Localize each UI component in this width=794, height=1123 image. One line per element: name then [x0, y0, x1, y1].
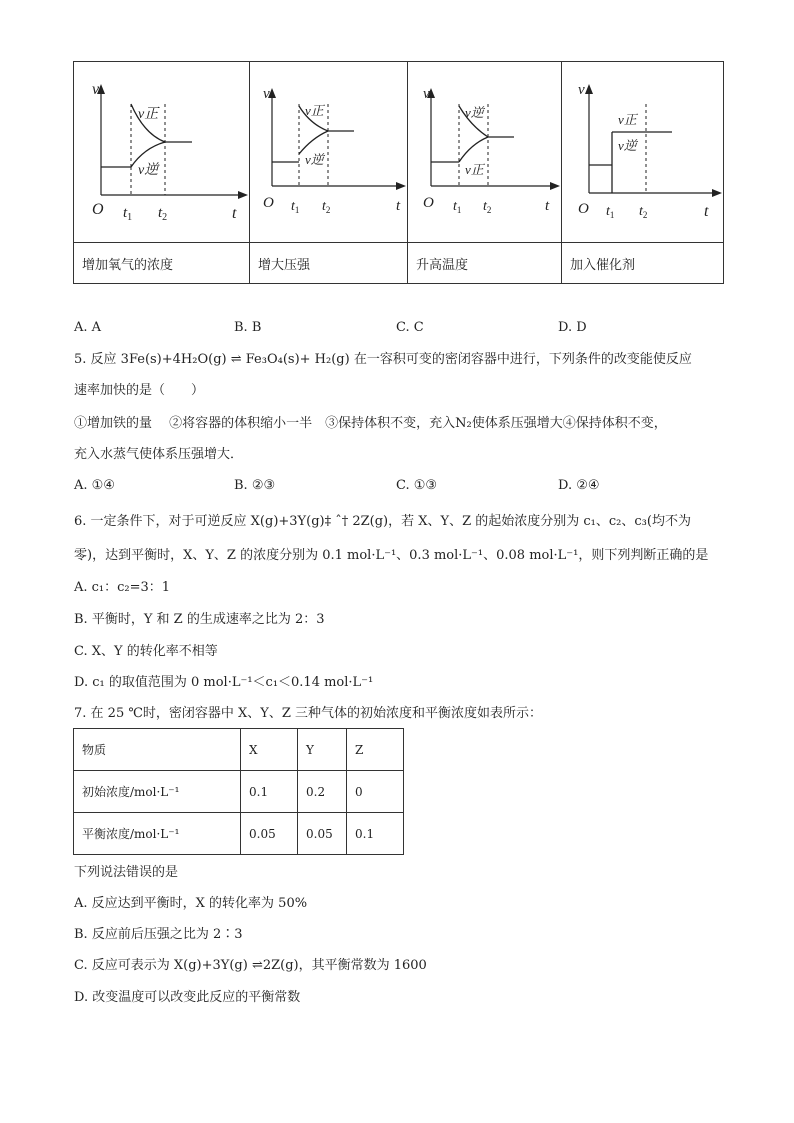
- q5-items-line-2: 充入水蒸气使体系压强增大．: [74, 447, 244, 462]
- rate-time-graph-2: [250, 62, 407, 238]
- table-cell: 0.2: [298, 771, 347, 813]
- table-cell: 0.05: [298, 813, 347, 855]
- q4-option-a: A. A: [74, 320, 102, 335]
- v-reverse-label: v逆: [305, 152, 324, 167]
- v-reverse-label: v逆: [618, 138, 637, 153]
- q4-option-b: B. B: [234, 320, 262, 335]
- table-cell: 平衡浓度/mol·L⁻¹: [74, 813, 241, 855]
- origin-label: O: [578, 201, 589, 217]
- q6-stem-line-2: 零)，达到平衡时，X、Y、Z 的浓度分别为 0.1 mol·L⁻¹、0.3 mol·L⁻¹、0.08 mol·L⁻¹，则下列判断正确的是: [74, 548, 709, 563]
- v-forward-label: v正: [305, 103, 324, 118]
- q6-option-b: B. 平衡时，Y 和 Z 的生成速率之比为 2：3: [74, 612, 325, 627]
- y-axis-label: v: [92, 81, 100, 98]
- rate-time-graph-3: [408, 62, 561, 238]
- q5-option-d: D. ②④: [558, 478, 600, 493]
- v-forward-label: v正: [465, 162, 484, 177]
- table-cell: 0.1: [347, 813, 404, 855]
- svg-text:t1: $t_1$: [606, 204, 615, 220]
- x-axis-label: t: [232, 205, 237, 222]
- svg-text:t1: $t_1$: [453, 199, 462, 215]
- q7-option-d: D. 改变温度可以改变此反应的平衡常数: [74, 990, 301, 1005]
- graph-label-1: 增加氧气的浓度: [74, 243, 250, 284]
- table-cell: 初始浓度/mol·L⁻¹: [74, 771, 241, 813]
- q5-option-b: B. ②③: [234, 478, 276, 493]
- q5-items-line-1: ①增加铁的量 ②将容器的体积缩小一半 ③保持体积不变，充入N₂使体系压强增大④保持体积不变，: [74, 416, 667, 431]
- graph-label-2: 增大压强: [250, 243, 408, 284]
- y-axis-label: v: [578, 82, 585, 98]
- table-cell: 0.05: [241, 813, 298, 855]
- q4-option-d: D. D: [558, 320, 587, 335]
- table-header-cell: Y: [298, 729, 347, 771]
- table-row: [74, 771, 404, 813]
- q6-option-d: D. c₁ 的取值范围为 0 mol·L⁻¹＜c₁＜0.14 mol·L⁻¹: [74, 675, 374, 690]
- q5-option-c: C. ①③: [396, 478, 438, 493]
- q5-option-a: A. ①④: [74, 478, 115, 493]
- rate-time-graph-4: [562, 62, 723, 238]
- table-header-cell: X: [241, 729, 298, 771]
- q7-stem: 7. 在 25 ℃时，密闭容器中 X、Y、Z 三种气体的初始浓度和平衡浓度如表所示：: [74, 706, 543, 721]
- x-axis-label: t: [704, 203, 709, 220]
- graph-cell-2: [250, 62, 408, 243]
- q6-option-c: C. X、Y 的转化率不相等: [74, 644, 218, 659]
- graph-label-3: 升高温度: [408, 243, 562, 284]
- graph-label-4: 加入催化剂: [562, 243, 724, 284]
- svg-text:t1: $t_1$: [291, 199, 300, 215]
- svg-text:t2: $t_2$: [158, 205, 168, 223]
- x-axis-label: t: [396, 198, 401, 214]
- origin-label: O: [423, 195, 434, 211]
- x-axis-label: t: [545, 198, 550, 214]
- table-header-row: [74, 729, 404, 771]
- table-cell: 0: [347, 771, 404, 813]
- svg-text:t2: $t_2$: [639, 204, 648, 220]
- q6-option-a: A. c₁：c₂=3：1: [74, 580, 171, 595]
- q7-option-c: C. 反应可表示为 X(g)+3Y(g) ⇌2Z(g)，其平衡常数为 1600: [74, 958, 427, 973]
- v-forward-label: v正: [138, 107, 159, 122]
- y-axis-label: v: [423, 86, 430, 102]
- svg-text:t2: $t_2$: [483, 199, 492, 215]
- v-forward-label: v正: [618, 112, 637, 127]
- graph-cell-1: [74, 62, 250, 243]
- v-reverse-label: v逆: [138, 163, 159, 178]
- q6-stem-line-1: 6. 一定条件下，对于可逆反应 X(g)+3Y(g)‡ ˆ† 2Z(g)，若 X、Y、Z 的起始浓度分别为 c₁、c₂、c₃(均不为: [74, 514, 691, 529]
- concentration-table: [73, 728, 404, 855]
- graph-cell-4: [562, 62, 724, 243]
- table-header-cell: Z: [347, 729, 404, 771]
- table-header-cell: 物质: [74, 729, 241, 771]
- q4-option-c: C. C: [396, 320, 424, 335]
- v-reverse-label: v逆: [465, 105, 484, 120]
- origin-label: O: [92, 201, 104, 218]
- y-axis-label: v: [263, 86, 270, 102]
- figure-table: [73, 61, 724, 284]
- table-row: [74, 813, 404, 855]
- q5-stem-line-1: 5. 反应 3Fe(s)+4H₂O(g) ⇌ Fe₃O₄(s)+ H₂(g) 在一容积可变的密闭容器中进行，下列条件的改变能使反应: [74, 352, 692, 367]
- q7-option-a: A. 反应达到平衡时，X 的转化率为 50%: [74, 896, 308, 911]
- q5-stem-line-2: 速率加快的是（ ）: [74, 383, 205, 398]
- table-cell: 0.1: [241, 771, 298, 813]
- svg-text:t2: $t_2$: [322, 199, 331, 215]
- graph-cell-3: [408, 62, 562, 243]
- q7-option-b: B. 反应前后压强之比为 2∶3: [74, 927, 243, 942]
- svg-text:t1: $t_1$: [123, 205, 133, 223]
- rate-time-graph-1: [74, 62, 249, 238]
- q7-prompt: 下列说法错误的是: [74, 865, 179, 880]
- origin-label: O: [263, 195, 274, 211]
